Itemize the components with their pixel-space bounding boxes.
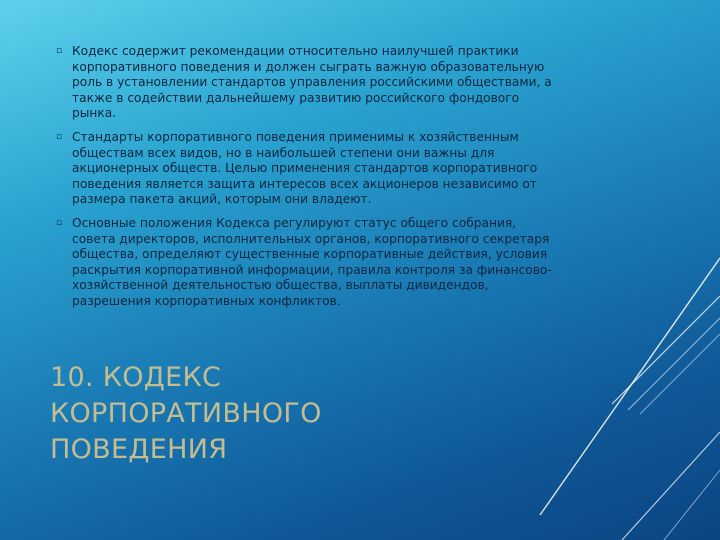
decor-line (622, 432, 720, 540)
square-bullet-icon: ▫ (56, 131, 63, 142)
bullet-text: Стандарты корпоративного поведения применимы к хозяйственным обществам всех видов, но в наибольшей степени они важны для акционерных обществ. Целью применения стандартов корпоративного поведения является защита интересов всех акционеров независимо от размера пакета акций, которым они владеют. (72, 129, 538, 207)
bullet-item (56, 216, 554, 310)
decor-line (540, 258, 720, 515)
bullet-list (56, 44, 554, 318)
slide-title (50, 360, 480, 468)
title-line-2: КОРПОРАТИВНОГО (50, 398, 322, 429)
bullet-text: Кодекс содержит рекомендации относительно наилучшей практики корпоративного поведения и должен сыграть важную образовательную роль в установлении стандартов управления российскими обществами, а также в содействии дальнейшему развитию российского фондового рынка. (72, 44, 552, 121)
bullet-item (56, 130, 554, 208)
decor-line (640, 334, 720, 414)
bullet-text: Основные положения Кодекса регулируют статус общего собрания, совета директоров, исполнительных органов, корпоративного секретаря общества, определяют существенные корпоративные действия, условия раскрытия корпоративной информации, правила контроля за финансово-хозяйственной деятельностью общества, выплаты дивидендов, разрешения корпоративных конфликтов. (72, 215, 552, 308)
square-bullet-icon: ▫ (56, 217, 63, 228)
decor-line (628, 318, 720, 410)
title-line-1: 10. КОДЕКС (50, 362, 222, 393)
bullet-item (56, 44, 554, 122)
title-line-3: ПОВЕДЕНИЯ (50, 434, 228, 465)
square-bullet-icon: ▫ (56, 46, 63, 56)
decor-line (664, 470, 720, 540)
